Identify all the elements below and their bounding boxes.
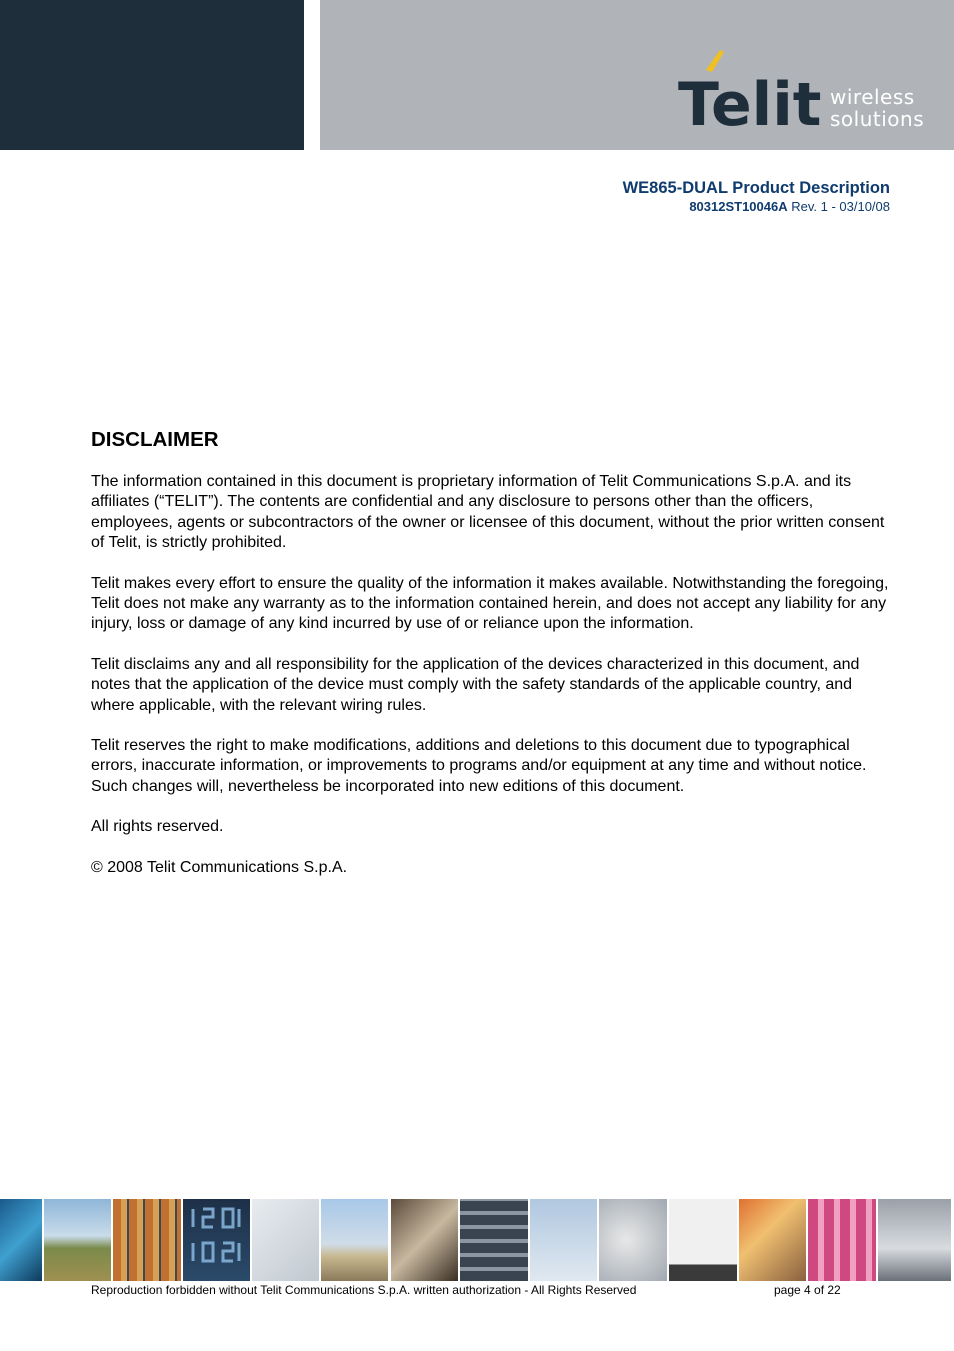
document-title-block: [623, 178, 890, 215]
strip-image-10: [599, 1199, 667, 1281]
strip-image-8: [460, 1199, 528, 1281]
logo-sub-solutions: solutions: [830, 107, 925, 131]
document-revision: Rev. 1 - 03/10/08: [787, 199, 890, 214]
logo-sub-wireless: wireless: [830, 85, 915, 109]
disclaimer-paragraph-3: Telit disclaims any and all responsibility for the application of the devices characterized in this document, and notes that the application of the device must comply with the safety standards of the applicable country, and where applicable, with the relevant wiring rules.: [91, 655, 860, 714]
strip-image-3: [113, 1199, 181, 1281]
logo-wordmark: Telit: [678, 70, 822, 134]
header-dark-panel: [0, 0, 304, 150]
telit-logo-mark-icon: [676, 48, 826, 134]
strip-image-9: [530, 1199, 597, 1281]
footer-image-strip: [0, 1199, 954, 1281]
rights-reserved: All rights reserved.: [91, 818, 224, 836]
strip-image-7: [391, 1199, 458, 1281]
strip-image-5: [252, 1199, 319, 1281]
disclaimer-paragraph-4: Telit reserves the right to make modifications, additions and deletions to this document due to typographical errors, inaccurate information, or improvements to programs and/or equipment at any time and without notice. Such changes will, nevertheless be incorporated into new editions of this document.: [91, 737, 867, 795]
strip-clock-digits-icon: [183, 1199, 250, 1281]
disclaimer-paragraph-2: Telit makes every effort to ensure the quality of the information it makes available. Notwithstanding the foregoing, Telit does not make any warranty as to the information contained herein, and does not accept any liability for any injury, loss or damage of any kind incurred by use of or reliance upon the information.: [91, 574, 889, 633]
strip-image-2: [44, 1199, 111, 1281]
strip-image-13: [808, 1199, 876, 1281]
footer-notice: Reproduction forbidden without Telit Communications S.p.A. written authorization - All Rights Reserved: [91, 1283, 637, 1297]
telit-logo: [676, 48, 936, 134]
strip-image-11: [669, 1199, 737, 1281]
strip-image-1: [0, 1199, 42, 1281]
strip-image-12: [739, 1199, 806, 1281]
footer-page-number: page 4 of 22: [774, 1283, 841, 1297]
disclaimer-paragraph-1: The information contained in this document is proprietary information of Telit Communications S.p.A. and its affiliates (“TELIT”). The contents are confidential and any disclosure to persons other than the officers, employees, agents or subcontractors of the owner or licensee of this document, without the prior written consent of Telit, is strictly prohibited.: [91, 473, 885, 552]
copyright-line: © 2008 Telit Communications S.p.A.: [91, 858, 348, 876]
document-title: WE865-DUAL Product Description: [622, 179, 890, 197]
disclaimer-heading: DISCLAIMER: [91, 428, 219, 451]
strip-image-6: [321, 1199, 388, 1281]
document-code-line: [623, 198, 890, 215]
disclaimer-section: [91, 428, 891, 898]
document-code: 80312ST10046A: [689, 199, 788, 214]
strip-image-14: [878, 1199, 951, 1281]
